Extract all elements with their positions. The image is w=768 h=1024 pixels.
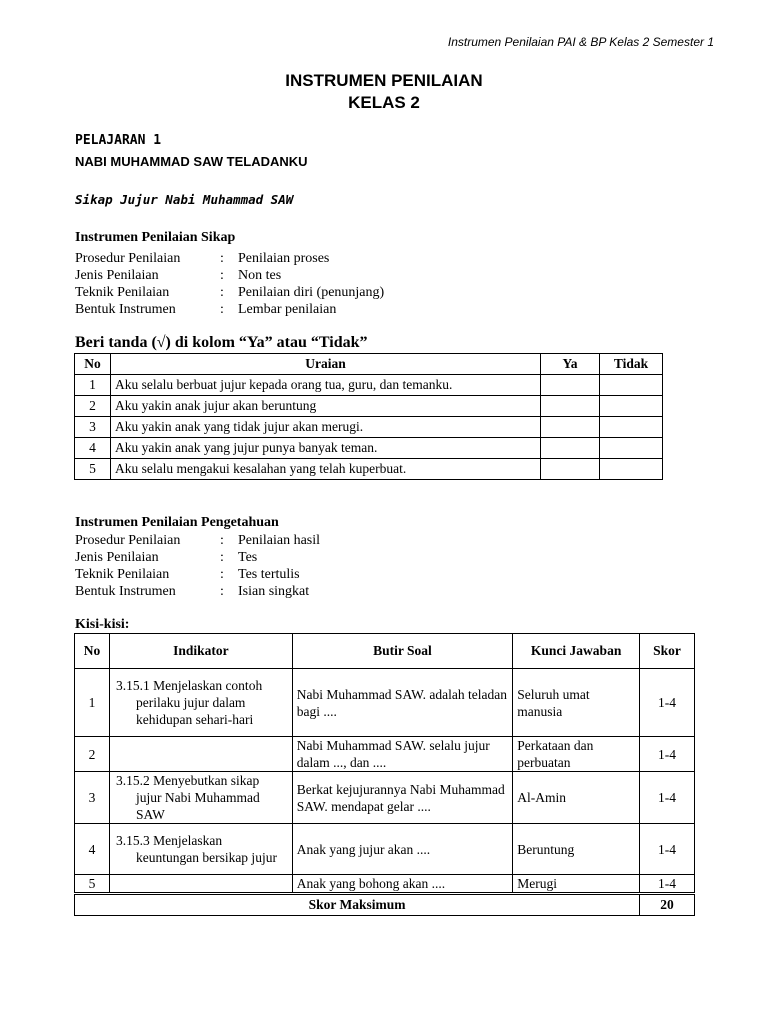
info-row: Jenis Penilaian : Tes — [75, 550, 258, 565]
total-score-table — [74, 894, 695, 916]
col-header-tidak: Tidak — [600, 354, 663, 375]
row-no: 5 — [75, 459, 111, 480]
table-row — [75, 875, 695, 893]
info-value: Penilaian hasil — [238, 533, 321, 548]
row-butir-soal: Anak yang bohong akan .... — [292, 875, 513, 893]
row-indikator — [109, 875, 292, 893]
info-label: Jenis Penilaian — [75, 268, 159, 283]
ya-checkbox-cell[interactable] — [541, 375, 600, 396]
col-header-butir-soal: Butir Soal — [292, 634, 513, 669]
row-kunci-jawaban: Seluruh umat manusia — [513, 669, 640, 737]
info-label: Prosedur Penilaian — [75, 251, 181, 266]
row-uraian: Aku selalu berbuat jujur kepada orang tua, guru, dan temanku. — [110, 375, 540, 396]
tidak-checkbox-cell[interactable] — [600, 459, 663, 480]
info-value: Penilaian diri (penunjang) — [238, 285, 385, 300]
row-uraian: Aku yakin anak jujur akan beruntung — [110, 396, 540, 417]
table-row — [75, 375, 663, 396]
col-header-uraian: Uraian — [110, 354, 540, 375]
info-row: Prosedur Penilaian : Penilaian proses — [75, 251, 330, 266]
tidak-checkbox-cell[interactable] — [600, 396, 663, 417]
info-value: Isian singkat — [238, 584, 310, 599]
info-label: Prosedur Penilaian — [75, 533, 181, 548]
table-row — [75, 417, 663, 438]
sikap-checklist-table — [74, 353, 663, 480]
row-uraian: Aku yakin anak yang jujur punya banyak teman. — [110, 438, 540, 459]
row-indikator — [109, 737, 292, 772]
row-indikator: 3.15.3 Menjelaskan keuntungan bersikap jujur — [109, 824, 292, 875]
table-row — [75, 438, 663, 459]
row-skor: 1-4 — [640, 772, 695, 824]
running-header: Instrumen Penilaian PAI & BP Kelas 2 Semester 1 — [447, 35, 714, 49]
ya-checkbox-cell[interactable] — [541, 438, 600, 459]
info-row: Bentuk Instrumen : Isian singkat — [75, 584, 310, 599]
ya-checkbox-cell[interactable] — [541, 396, 600, 417]
ya-checkbox-cell[interactable] — [541, 417, 600, 438]
row-uraian: Aku yakin anak yang tidak jujur akan merugi. — [110, 417, 540, 438]
page-title — [0, 70, 768, 114]
col-header-no: No — [75, 354, 111, 375]
tidak-checkbox-cell[interactable] — [600, 417, 663, 438]
col-header-skor: Skor — [640, 634, 695, 669]
table-header-row — [75, 634, 695, 669]
row-no: 1 — [75, 669, 110, 737]
lesson-name: NABI MUHAMMAD SAW TELADANKU — [75, 154, 308, 169]
row-skor: 1-4 — [640, 824, 695, 875]
row-butir-soal: Nabi Muhammad SAW. selalu jujur dalam ..., dan .... — [292, 737, 513, 772]
info-value: Tes tertulis — [238, 567, 300, 582]
row-skor: 1-4 — [640, 875, 695, 893]
row-skor: 1-4 — [640, 669, 695, 737]
row-no: 5 — [75, 875, 110, 893]
lesson-number: PELAJARAN 1 — [75, 133, 162, 148]
tidak-checkbox-cell[interactable] — [600, 375, 663, 396]
info-label: Teknik Penilaian — [75, 567, 170, 582]
info-value: Tes — [238, 550, 258, 565]
col-header-indikator: Indikator — [109, 634, 292, 669]
info-value: Lembar penilaian — [238, 302, 337, 317]
info-label: Bentuk Instrumen — [75, 302, 176, 317]
row-no: 3 — [75, 417, 111, 438]
row-kunci-jawaban: Perkataan dan perbuatan — [513, 737, 640, 772]
sikap-section-title: Instrumen Penilaian Sikap — [75, 230, 236, 245]
kisi-kisi-label: Kisi-kisi: — [75, 617, 130, 632]
total-value: 20 — [640, 895, 695, 916]
row-skor: 1-4 — [640, 737, 695, 772]
pengetahuan-info-list — [75, 532, 320, 600]
table-row — [75, 669, 695, 737]
row-no: 3 — [75, 772, 110, 824]
info-label: Jenis Penilaian — [75, 550, 159, 565]
row-kunci-jawaban: Al-Amin — [513, 772, 640, 824]
row-uraian: Aku selalu mengakui kesalahan yang telah kuperbuat. — [110, 459, 540, 480]
row-indikator: 3.15.1 Menjelaskan contoh perilaku jujur dalam kehidupan sehari-hari — [109, 669, 292, 737]
table-row — [75, 772, 695, 824]
row-no: 4 — [75, 438, 111, 459]
col-header-kunci-jawaban: Kunci Jawaban — [513, 634, 640, 669]
info-row: Bentuk Instrumen : Lembar penilaian — [75, 302, 337, 317]
row-no: 1 — [75, 375, 111, 396]
row-butir-soal: Anak yang jujur akan .... — [292, 824, 513, 875]
table-header-row — [75, 354, 663, 375]
info-value: Penilaian proses — [238, 251, 330, 266]
kisi-kisi-table — [74, 633, 695, 893]
topic-heading: Sikap Jujur Nabi Muhammad SAW — [75, 192, 294, 207]
total-label: Skor Maksimum — [75, 895, 640, 916]
info-row: Teknik Penilaian : Penilaian diri (penunjang) — [75, 285, 385, 300]
info-row: Teknik Penilaian : Tes tertulis — [75, 567, 300, 582]
table-row — [75, 396, 663, 417]
row-butir-soal: Nabi Muhammad SAW. adalah teladan bagi .... — [292, 669, 513, 737]
row-no: 4 — [75, 824, 110, 875]
tidak-checkbox-cell[interactable] — [600, 438, 663, 459]
col-header-no: No — [75, 634, 110, 669]
title-line-2: KELAS 2 — [348, 93, 420, 112]
checklist-instruction: Beri tanda (√) di kolom “Ya” atau “Tidak” — [75, 334, 368, 351]
col-header-ya: Ya — [541, 354, 600, 375]
table-row — [75, 459, 663, 480]
sikap-info-list — [75, 250, 384, 318]
ya-checkbox-cell[interactable] — [541, 459, 600, 480]
pengetahuan-section-title: Instrumen Penilaian Pengetahuan — [75, 515, 279, 530]
info-label: Teknik Penilaian — [75, 285, 170, 300]
row-no: 2 — [75, 737, 110, 772]
row-no: 2 — [75, 396, 111, 417]
title-line-1: INSTRUMEN PENILAIAN — [285, 71, 483, 90]
row-kunci-jawaban: Beruntung — [513, 824, 640, 875]
info-row: Prosedur Penilaian : Penilaian hasil — [75, 533, 321, 548]
row-kunci-jawaban: Merugi — [513, 875, 640, 893]
lesson-heading — [75, 130, 308, 172]
info-label: Bentuk Instrumen — [75, 584, 176, 599]
row-indikator: 3.15.2 Menyebutkan sikap jujur Nabi Muhammad SAW — [109, 772, 292, 824]
table-row — [75, 824, 695, 875]
total-row — [75, 895, 695, 916]
table-row — [75, 737, 695, 772]
info-row: Jenis Penilaian : Non tes — [75, 268, 282, 283]
info-value: Non tes — [238, 268, 282, 283]
row-butir-soal: Berkat kejujurannya Nabi Muhammad SAW. mendapat gelar .... — [292, 772, 513, 824]
